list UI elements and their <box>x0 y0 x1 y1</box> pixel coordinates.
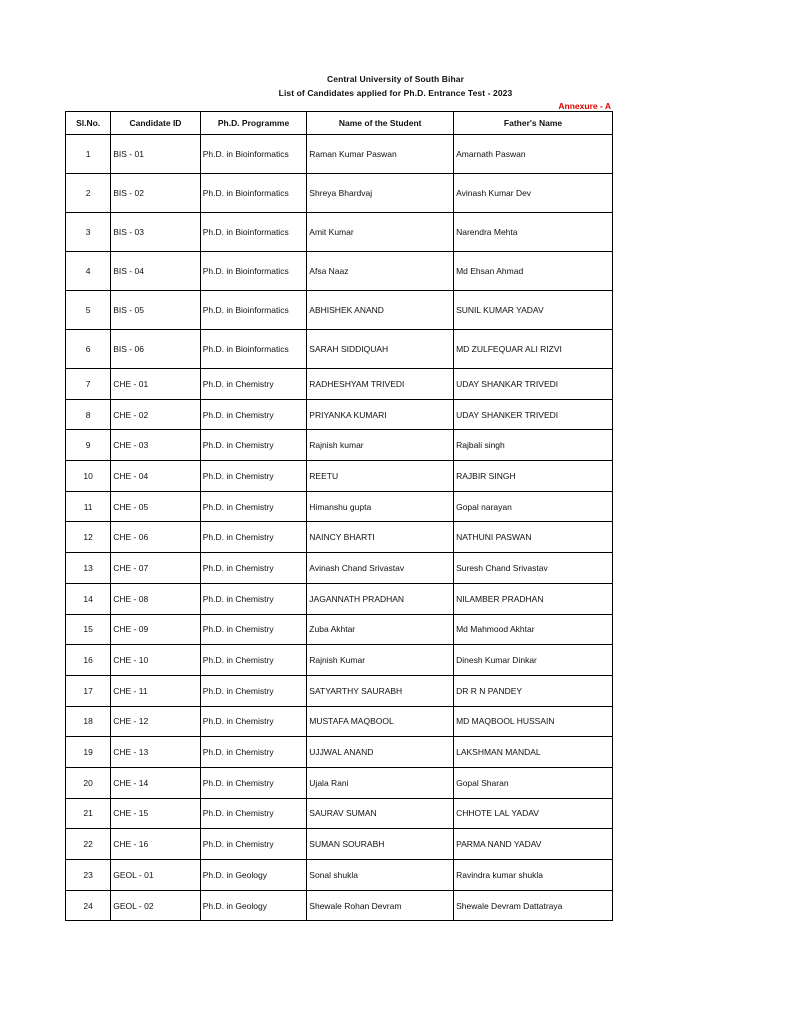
cell-student-name: SARAH SIDDIQUAH <box>307 330 454 369</box>
cell-father-name: Gopal narayan <box>454 491 613 522</box>
cell-sl-no: 15 <box>66 614 111 645</box>
cell-sl-no: 4 <box>66 252 111 291</box>
cell-programme: Ph.D. in Bioinformatics <box>200 213 307 252</box>
cell-sl-no: 13 <box>66 553 111 584</box>
cell-programme: Ph.D. in Chemistry <box>200 767 307 798</box>
cell-sl-no: 9 <box>66 430 111 461</box>
table-row <box>66 860 613 891</box>
cell-student-name: Zuba Akhtar <box>307 614 454 645</box>
cell-candidate-id: BIS - 06 <box>111 330 200 369</box>
cell-student-name: MUSTAFA MAQBOOL <box>307 706 454 737</box>
cell-father-name: CHHOTE LAL YADAV <box>454 798 613 829</box>
cell-student-name: Raman Kumar Paswan <box>307 135 454 174</box>
cell-candidate-id: CHE - 01 <box>111 369 200 400</box>
cell-student-name: SAURAV SUMAN <box>307 798 454 829</box>
cell-candidate-id: CHE - 06 <box>111 522 200 553</box>
cell-father-name: LAKSHMAN MANDAL <box>454 737 613 768</box>
cell-father-name: Md Mahmood Akhtar <box>454 614 613 645</box>
table-row <box>66 330 613 369</box>
cell-candidate-id: CHE - 12 <box>111 706 200 737</box>
cell-father-name: Shewale Devram Dattatraya <box>454 890 613 921</box>
cell-programme: Ph.D. in Chemistry <box>200 614 307 645</box>
cell-student-name: Amit Kumar <box>307 213 454 252</box>
cell-candidate-id: BIS - 05 <box>111 291 200 330</box>
cell-candidate-id: GEOL - 02 <box>111 890 200 921</box>
cell-sl-no: 22 <box>66 829 111 860</box>
cell-father-name: UDAY SHANKER TRIVEDI <box>454 399 613 430</box>
table-row <box>66 737 613 768</box>
cell-father-name: DR R N PANDEY <box>454 675 613 706</box>
table-row <box>66 430 613 461</box>
cell-candidate-id: CHE - 05 <box>111 491 200 522</box>
table-row <box>66 553 613 584</box>
table-row <box>66 522 613 553</box>
table-row <box>66 614 613 645</box>
cell-sl-no: 8 <box>66 399 111 430</box>
cell-programme: Ph.D. in Chemistry <box>200 522 307 553</box>
cell-programme: Ph.D. in Chemistry <box>200 369 307 400</box>
cell-student-name: Afsa Naaz <box>307 252 454 291</box>
cell-father-name: MD MAQBOOL HUSSAIN <box>454 706 613 737</box>
cell-father-name: UDAY SHANKAR TRIVEDI <box>454 369 613 400</box>
cell-sl-no: 7 <box>66 369 111 400</box>
cell-sl-no: 1 <box>66 135 111 174</box>
table-row <box>66 583 613 614</box>
cell-sl-no: 12 <box>66 522 111 553</box>
cell-student-name: SUMAN SOURABH <box>307 829 454 860</box>
cell-father-name: Md Ehsan Ahmad <box>454 252 613 291</box>
cell-candidate-id: CHE - 11 <box>111 675 200 706</box>
cell-student-name: PRIYANKA KUMARI <box>307 399 454 430</box>
cell-sl-no: 24 <box>66 890 111 921</box>
cell-programme: Ph.D. in Chemistry <box>200 706 307 737</box>
cell-programme: Ph.D. in Bioinformatics <box>200 291 307 330</box>
cell-candidate-id: GEOL - 01 <box>111 860 200 891</box>
cell-student-name: Himanshu gupta <box>307 491 454 522</box>
cell-programme: Ph.D. in Chemistry <box>200 829 307 860</box>
table-row <box>66 461 613 492</box>
cell-programme: Ph.D. in Geology <box>200 890 307 921</box>
cell-student-name: ABHISHEK ANAND <box>307 291 454 330</box>
table-row <box>66 399 613 430</box>
cell-sl-no: 17 <box>66 675 111 706</box>
cell-student-name: NAINCY BHARTI <box>307 522 454 553</box>
cell-sl-no: 21 <box>66 798 111 829</box>
cell-candidate-id: CHE - 09 <box>111 614 200 645</box>
cell-father-name: MD ZULFEQUAR ALI RIZVI <box>454 330 613 369</box>
cell-father-name: Rajbali singh <box>454 430 613 461</box>
cell-father-name: Gopal Sharan <box>454 767 613 798</box>
cell-student-name: Avinash Chand Srivastav <box>307 553 454 584</box>
table-header-row <box>66 112 613 135</box>
cell-student-name: Shreya Bhardvaj <box>307 174 454 213</box>
cell-student-name: REETU <box>307 461 454 492</box>
table-row <box>66 798 613 829</box>
cell-candidate-id: CHE - 08 <box>111 583 200 614</box>
cell-father-name: Dinesh Kumar Dinkar <box>454 645 613 676</box>
cell-candidate-id: CHE - 16 <box>111 829 200 860</box>
annexure-label: Annexure - A <box>558 101 611 111</box>
cell-programme: Ph.D. in Geology <box>200 860 307 891</box>
cell-programme: Ph.D. in Chemistry <box>200 491 307 522</box>
page-subtitle: List of Candidates applied for Ph.D. Entrance Test - 2023 <box>278 88 513 98</box>
cell-programme: Ph.D. in Chemistry <box>200 675 307 706</box>
cell-sl-no: 10 <box>66 461 111 492</box>
cell-programme: Ph.D. in Chemistry <box>200 645 307 676</box>
table-row <box>66 491 613 522</box>
cell-programme: Ph.D. in Chemistry <box>200 461 307 492</box>
cell-father-name: PARMA NAND YADAV <box>454 829 613 860</box>
cell-student-name: RADHESHYAM TRIVEDI <box>307 369 454 400</box>
cell-sl-no: 5 <box>66 291 111 330</box>
cell-student-name: SATYARTHY SAURABH <box>307 675 454 706</box>
table-row <box>66 291 613 330</box>
cell-sl-no: 16 <box>66 645 111 676</box>
cell-father-name: Avinash Kumar Dev <box>454 174 613 213</box>
table-row <box>66 213 613 252</box>
table-row <box>66 174 613 213</box>
cell-sl-no: 23 <box>66 860 111 891</box>
table-row <box>66 706 613 737</box>
cell-sl-no: 14 <box>66 583 111 614</box>
cell-father-name: NATHUNI PASWAN <box>454 522 613 553</box>
table-row <box>66 890 613 921</box>
page-title: Central University of South Bihar <box>327 74 464 84</box>
cell-candidate-id: BIS - 01 <box>111 135 200 174</box>
cell-programme: Ph.D. in Chemistry <box>200 430 307 461</box>
cell-father-name: SUNIL KUMAR YADAV <box>454 291 613 330</box>
table-row <box>66 252 613 291</box>
table-row <box>66 829 613 860</box>
cell-candidate-id: CHE - 02 <box>111 399 200 430</box>
table-row <box>66 767 613 798</box>
table-row <box>66 645 613 676</box>
cell-father-name: Suresh Chand Srivastav <box>454 553 613 584</box>
cell-candidate-id: BIS - 03 <box>111 213 200 252</box>
cell-sl-no: 3 <box>66 213 111 252</box>
table-row <box>66 135 613 174</box>
cell-father-name: Ravindra kumar shukla <box>454 860 613 891</box>
cell-candidate-id: CHE - 04 <box>111 461 200 492</box>
cell-sl-no: 11 <box>66 491 111 522</box>
cell-sl-no: 2 <box>66 174 111 213</box>
column-header-father-name: Father's Name <box>454 112 613 135</box>
cell-candidate-id: CHE - 15 <box>111 798 200 829</box>
cell-student-name: JAGANNATH PRADHAN <box>307 583 454 614</box>
cell-father-name: Narendra Mehta <box>454 213 613 252</box>
cell-candidate-id: CHE - 03 <box>111 430 200 461</box>
cell-father-name: NILAMBER PRADHAN <box>454 583 613 614</box>
cell-programme: Ph.D. in Bioinformatics <box>200 174 307 213</box>
candidates-table <box>65 111 613 921</box>
table-row <box>66 675 613 706</box>
cell-programme: Ph.D. in Bioinformatics <box>200 135 307 174</box>
cell-sl-no: 18 <box>66 706 111 737</box>
table-row <box>66 369 613 400</box>
cell-student-name: Ujala Rani <box>307 767 454 798</box>
cell-programme: Ph.D. in Chemistry <box>200 553 307 584</box>
cell-candidate-id: CHE - 14 <box>111 767 200 798</box>
cell-programme: Ph.D. in Bioinformatics <box>200 252 307 291</box>
cell-student-name: Rajnish Kumar <box>307 645 454 676</box>
cell-candidate-id: CHE - 13 <box>111 737 200 768</box>
column-header-programme: Ph.D. Programme <box>200 112 307 135</box>
column-header-sl-no: Sl.No. <box>66 112 111 135</box>
cell-sl-no: 20 <box>66 767 111 798</box>
cell-student-name: Sonal shukla <box>307 860 454 891</box>
cell-programme: Ph.D. in Chemistry <box>200 798 307 829</box>
cell-programme: Ph.D. in Chemistry <box>200 399 307 430</box>
cell-candidate-id: CHE - 07 <box>111 553 200 584</box>
cell-candidate-id: BIS - 02 <box>111 174 200 213</box>
cell-candidate-id: CHE - 10 <box>111 645 200 676</box>
cell-student-name: UJJWAL ANAND <box>307 737 454 768</box>
cell-father-name: RAJBIR SINGH <box>454 461 613 492</box>
cell-programme: Ph.D. in Bioinformatics <box>200 330 307 369</box>
cell-student-name: Shewale Rohan Devram <box>307 890 454 921</box>
cell-candidate-id: BIS - 04 <box>111 252 200 291</box>
cell-sl-no: 19 <box>66 737 111 768</box>
cell-student-name: Rajnish kumar <box>307 430 454 461</box>
cell-programme: Ph.D. in Chemistry <box>200 737 307 768</box>
cell-programme: Ph.D. in Chemistry <box>200 583 307 614</box>
cell-sl-no: 6 <box>66 330 111 369</box>
column-header-candidate-id: Candidate ID <box>111 112 200 135</box>
column-header-student-name: Name of the Student <box>307 112 454 135</box>
cell-father-name: Amarnath Paswan <box>454 135 613 174</box>
